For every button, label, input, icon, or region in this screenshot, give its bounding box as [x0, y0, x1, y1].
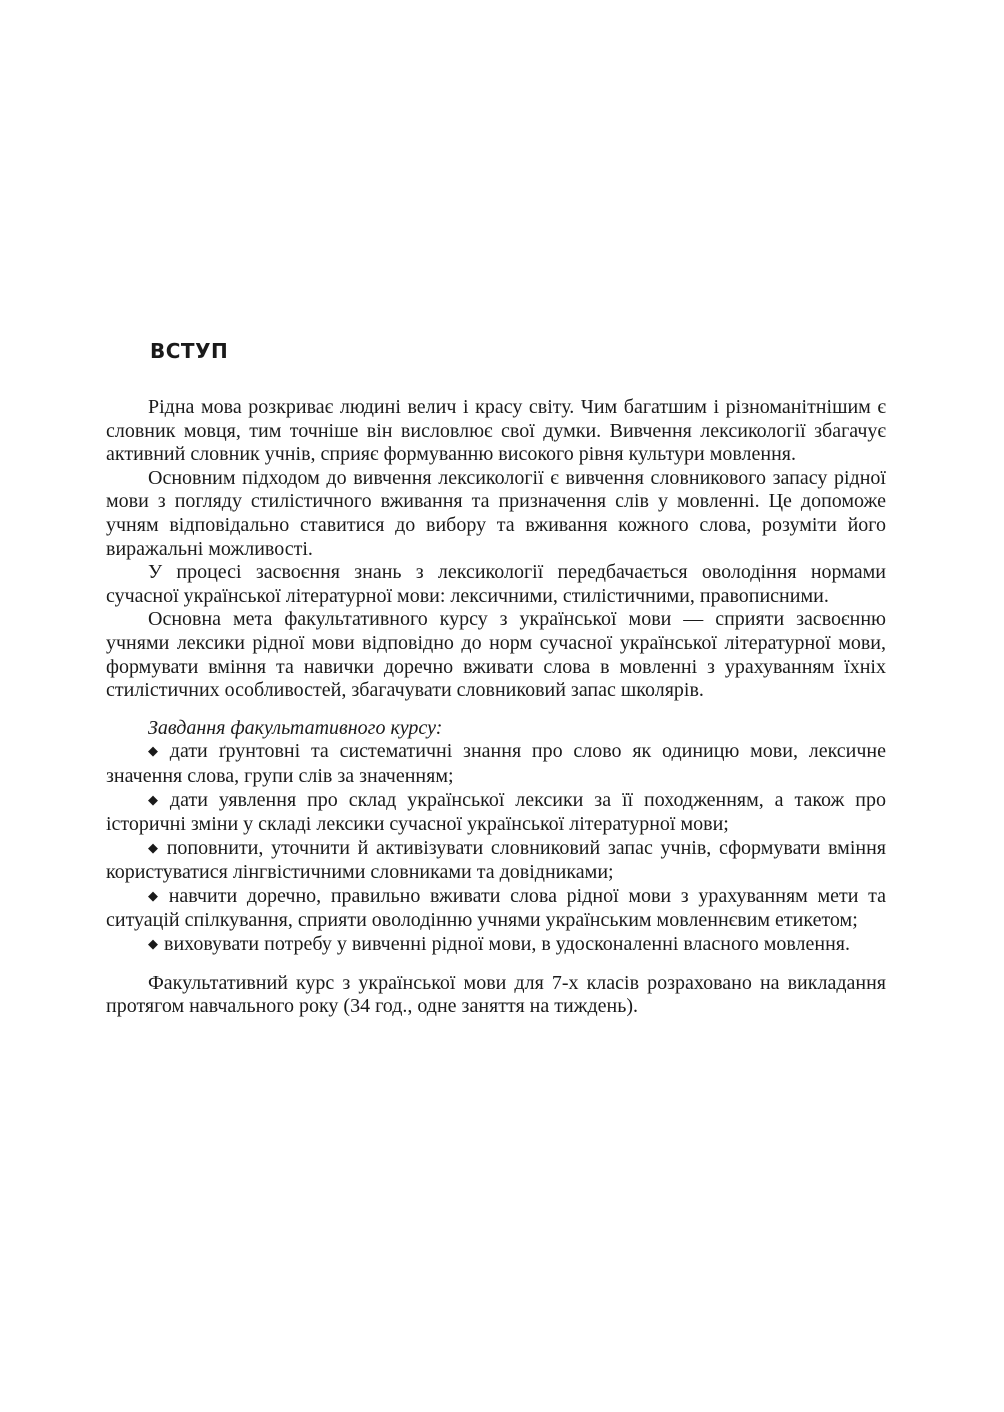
intro-paragraph: Основним підходом до вивчення лексикології є вивчення словникового запасу рідної мови з погляду стилістичного вживання та призначення слів у мовленні. Це допоможе учням відповідально ставитися до вибору та вживання кожного слова, розуміти його виражальні можливості. — [106, 466, 886, 560]
diamond-bullet-icon: ◆ — [148, 791, 164, 807]
task-item — [106, 837, 886, 885]
task-text: навчити доречно, правильно вживати слова рідної мови з урахуванням мети та ситуацій спілкування, сприяти оволодінню учнями українським мовленнєвим етикетом; — [106, 884, 887, 932]
section-heading: ВСТУП — [150, 339, 229, 363]
diamond-bullet-icon: ◆ — [148, 743, 164, 759]
diamond-bullet-icon: ◆ — [148, 936, 158, 952]
document-page — [106, 336, 886, 1019]
task-item — [106, 789, 886, 837]
spacer — [106, 703, 886, 717]
closing-paragraph: Факультативний курс з української мови для 7-х класів розраховано на викладання протягом навчального року (34 год., одне заняття на тиждень). — [106, 971, 886, 1018]
task-text: дати уявлення про склад української лексики за її походженням, а також про історичні зміни у складі лексики сучасної української літературної мови; — [106, 788, 886, 836]
task-text: дати ґрунтовні та систематичні знання про слово як одиницю мови, лексичне значення слова, групи слів за значенням; — [106, 740, 887, 787]
task-item — [106, 885, 886, 933]
task-text: виховувати потребу у вивченні рідної мови, в удосконаленні власного мовлення. — [164, 933, 850, 956]
diamond-bullet-icon: ◆ — [148, 887, 163, 903]
tasks-title: Завдання факультативного курсу: — [148, 716, 443, 739]
spacer — [106, 958, 886, 972]
intro-paragraph: Основна мета факультативного курсу з української мови — сприяти засвоєнню учнями лексики рідної мови відповідно до норм сучасної української літературної мови, формувати вміння та навички доречно вживати слова в мовленні з урахуванням їхніх стилістичних особливостей, збагачувати словниковий запас школярів. — [106, 608, 886, 702]
intro-paragraph: Рідна мова розкриває людині велич і красу світу. Чим багатшим і різноманітнішим є словник мовця, тим точніше він висловлює свої думки. Вивчення лексикології збагачує активний словник учнів, сприяє формуванню високого рівня культури мовлення. — [106, 396, 886, 466]
task-item — [106, 933, 886, 958]
task-text: поповнити, уточнити й активізувати словниковий запас учнів, сформувати вміння користуватися лінгвістичними словниками та довідниками; — [106, 836, 886, 884]
task-item — [106, 740, 886, 788]
diamond-bullet-icon: ◆ — [148, 839, 161, 855]
intro-paragraph: У процесі засвоєння знань з лексикології передбачається оволодіння нормами сучасної української літературної мови: лексичними, стилістичними, правописними. — [106, 561, 886, 607]
